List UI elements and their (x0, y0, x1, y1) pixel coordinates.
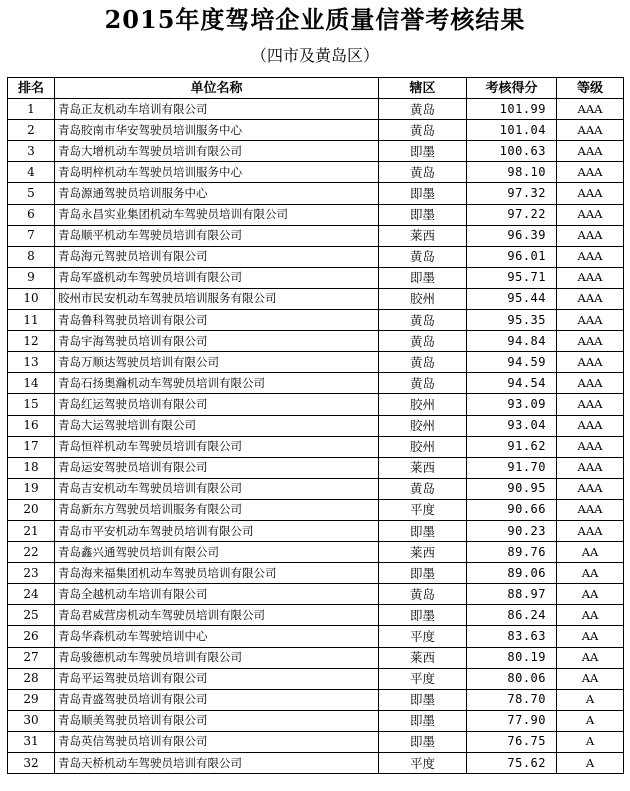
grade-cell: AAA (557, 99, 624, 120)
rank-cell: 11 (8, 310, 55, 331)
district-cell: 即墨 (379, 183, 467, 204)
grade-cell: AAA (557, 457, 624, 478)
district-cell: 黄岛 (379, 310, 467, 331)
district-cell: 即墨 (379, 520, 467, 541)
score-cell: 97.32 (467, 183, 557, 204)
rank-cell: 8 (8, 246, 55, 267)
header-score: 考核得分 (467, 78, 557, 99)
rank-cell: 26 (8, 626, 55, 647)
district-cell: 黄岛 (379, 373, 467, 394)
score-cell: 76.75 (467, 731, 557, 752)
grade-cell: AA (557, 626, 624, 647)
company-name-cell: 青岛恒祥机动车驾驶员培训有限公司 (55, 436, 379, 457)
rank-cell: 21 (8, 520, 55, 541)
company-name-cell: 青岛鲁科驾驶员培训有限公司 (55, 310, 379, 331)
grade-cell: AAA (557, 331, 624, 352)
company-name-cell: 胶州市民安机动车驾驶员培训服务有限公司 (55, 288, 379, 309)
grade-cell: AAA (557, 415, 624, 436)
table-row (8, 563, 624, 584)
table-row (8, 647, 624, 668)
score-cell: 83.63 (467, 626, 557, 647)
score-cell: 96.39 (467, 225, 557, 246)
company-name-cell: 青岛顺美驾驶员培训有限公司 (55, 710, 379, 731)
table-row (8, 204, 624, 225)
grade-cell: AAA (557, 225, 624, 246)
score-cell: 101.04 (467, 120, 557, 141)
rank-cell: 14 (8, 373, 55, 394)
table-row (8, 183, 624, 204)
district-cell: 黄岛 (379, 584, 467, 605)
grade-cell: AAA (557, 162, 624, 183)
rank-cell: 5 (8, 183, 55, 204)
rank-cell: 27 (8, 647, 55, 668)
table-row (8, 689, 624, 710)
company-name-cell: 青岛鑫兴通驾驶员培训有限公司 (55, 542, 379, 563)
table-row (8, 605, 624, 626)
district-cell: 平度 (379, 499, 467, 520)
company-name-cell: 青岛永昌实业集团机动车驾驶员培训有限公司 (55, 204, 379, 225)
company-name-cell: 青岛源通驾驶员培训服务中心 (55, 183, 379, 204)
rank-cell: 23 (8, 563, 55, 584)
grade-cell: AAA (557, 120, 624, 141)
district-cell: 胶州 (379, 436, 467, 457)
grade-cell: AAA (557, 520, 624, 541)
rank-cell: 22 (8, 542, 55, 563)
grade-cell: A (557, 753, 624, 774)
table-row (8, 162, 624, 183)
score-cell: 100.63 (467, 141, 557, 162)
header-grade: 等级 (557, 78, 624, 99)
results-table (7, 77, 624, 774)
district-cell: 黄岛 (379, 162, 467, 183)
table-row (8, 520, 624, 541)
score-cell: 90.23 (467, 520, 557, 541)
company-name-cell: 青岛海来福集团机动车驾驶员培训有限公司 (55, 563, 379, 584)
rank-cell: 20 (8, 499, 55, 520)
company-name-cell: 青岛大运驾驶培训有限公司 (55, 415, 379, 436)
company-name-cell: 青岛石扬奥瀚机动车驾驶员培训有限公司 (55, 373, 379, 394)
rank-cell: 19 (8, 478, 55, 499)
grade-cell: AAA (557, 141, 624, 162)
table-row (8, 584, 624, 605)
district-cell: 胶州 (379, 288, 467, 309)
company-name-cell: 青岛明梓机动车驾驶员培训服务中心 (55, 162, 379, 183)
rank-cell: 6 (8, 204, 55, 225)
district-cell: 莱西 (379, 457, 467, 478)
rank-cell: 1 (8, 99, 55, 120)
district-cell: 莱西 (379, 542, 467, 563)
company-name-cell: 青岛青盛驾驶员培训有限公司 (55, 689, 379, 710)
score-cell: 77.90 (467, 710, 557, 731)
table-row (8, 99, 624, 120)
rank-cell: 4 (8, 162, 55, 183)
table-row (8, 731, 624, 752)
score-cell: 89.06 (467, 563, 557, 584)
grade-cell: A (557, 689, 624, 710)
district-cell: 莱西 (379, 647, 467, 668)
page-title: 2015年度驾培企业质量信誉考核结果 (104, 5, 526, 34)
score-cell: 91.70 (467, 457, 557, 478)
district-cell: 胶州 (379, 415, 467, 436)
district-cell: 即墨 (379, 689, 467, 710)
score-cell: 94.84 (467, 331, 557, 352)
rank-cell: 28 (8, 668, 55, 689)
table-row (8, 141, 624, 162)
grade-cell: AAA (557, 310, 624, 331)
table-row (8, 331, 624, 352)
table-row (8, 478, 624, 499)
score-cell: 89.76 (467, 542, 557, 563)
company-name-cell: 青岛英信驾驶员培训有限公司 (55, 731, 379, 752)
company-name-cell: 青岛正友机动车培训有限公司 (55, 99, 379, 120)
district-cell: 黄岛 (379, 99, 467, 120)
table-body (8, 99, 624, 774)
score-cell: 93.09 (467, 394, 557, 415)
district-cell: 即墨 (379, 267, 467, 288)
score-cell: 90.66 (467, 499, 557, 520)
rank-cell: 29 (8, 689, 55, 710)
header-company-name: 单位名称 (55, 78, 379, 99)
grade-cell: AAA (557, 394, 624, 415)
district-cell: 平度 (379, 753, 467, 774)
rank-cell: 17 (8, 436, 55, 457)
grade-cell: AA (557, 605, 624, 626)
score-cell: 95.44 (467, 288, 557, 309)
company-name-cell: 青岛吉安机动车驾驶员培训有限公司 (55, 478, 379, 499)
rank-cell: 32 (8, 753, 55, 774)
company-name-cell: 青岛运安驾驶员培训有限公司 (55, 457, 379, 478)
company-name-cell: 青岛胶南市华安驾驶员培训服务中心 (55, 120, 379, 141)
grade-cell: AAA (557, 436, 624, 457)
table-row (8, 373, 624, 394)
table-row (8, 394, 624, 415)
grade-cell: AA (557, 647, 624, 668)
company-name-cell: 青岛红运驾驶员培训有限公司 (55, 394, 379, 415)
company-name-cell: 青岛市平安机动车驾驶员培训有限公司 (55, 520, 379, 541)
district-cell: 即墨 (379, 731, 467, 752)
table-row (8, 352, 624, 373)
table-row (8, 225, 624, 246)
score-cell: 88.97 (467, 584, 557, 605)
company-name-cell: 青岛万顺达驾驶员培训有限公司 (55, 352, 379, 373)
header-district: 辖区 (379, 78, 467, 99)
district-cell: 黄岛 (379, 120, 467, 141)
district-cell: 平度 (379, 668, 467, 689)
table-row (8, 457, 624, 478)
grade-cell: AAA (557, 352, 624, 373)
score-cell: 95.35 (467, 310, 557, 331)
company-name-cell: 青岛天桥机动车驾驶员培训有限公司 (55, 753, 379, 774)
rank-cell: 18 (8, 457, 55, 478)
header-rank: 排名 (8, 78, 55, 99)
table-row (8, 415, 624, 436)
grade-cell: AA (557, 668, 624, 689)
grade-cell: A (557, 731, 624, 752)
grade-cell: AAA (557, 478, 624, 499)
district-cell: 即墨 (379, 563, 467, 584)
grade-cell: AAA (557, 204, 624, 225)
grade-cell: AAA (557, 373, 624, 394)
score-cell: 101.99 (467, 99, 557, 120)
district-cell: 即墨 (379, 141, 467, 162)
district-cell: 黄岛 (379, 478, 467, 499)
rank-cell: 13 (8, 352, 55, 373)
table-row (8, 267, 624, 288)
company-name-cell: 青岛大增机动车驾驶员培训有限公司 (55, 141, 379, 162)
district-cell: 黄岛 (379, 331, 467, 352)
table-row (8, 310, 624, 331)
company-name-cell: 青岛海元驾驶员培训有限公司 (55, 246, 379, 267)
company-name-cell: 青岛全越机动车培训有限公司 (55, 584, 379, 605)
company-name-cell: 青岛平运驾驶员培训有限公司 (55, 668, 379, 689)
score-cell: 94.59 (467, 352, 557, 373)
table-header-row (8, 78, 624, 99)
rank-cell: 31 (8, 731, 55, 752)
company-name-cell: 青岛骏德机动车驾驶员培训有限公司 (55, 647, 379, 668)
rank-cell: 30 (8, 710, 55, 731)
table-row (8, 288, 624, 309)
table-row (8, 626, 624, 647)
district-cell: 莱西 (379, 225, 467, 246)
score-cell: 94.54 (467, 373, 557, 394)
rank-cell: 12 (8, 331, 55, 352)
grade-cell: AAA (557, 246, 624, 267)
score-cell: 93.04 (467, 415, 557, 436)
score-cell: 97.22 (467, 204, 557, 225)
district-cell: 即墨 (379, 710, 467, 731)
table-row (8, 246, 624, 267)
company-name-cell: 青岛宇海驾驶员培训有限公司 (55, 331, 379, 352)
table-row (8, 542, 624, 563)
score-cell: 90.95 (467, 478, 557, 499)
grade-cell: AA (557, 584, 624, 605)
rank-cell: 9 (8, 267, 55, 288)
district-cell: 平度 (379, 626, 467, 647)
table-row (8, 436, 624, 457)
grade-cell: A (557, 710, 624, 731)
rank-cell: 2 (8, 120, 55, 141)
table-row (8, 120, 624, 141)
score-cell: 96.01 (467, 246, 557, 267)
company-name-cell: 青岛君威营房机动车驾驶员培训有限公司 (55, 605, 379, 626)
rank-cell: 10 (8, 288, 55, 309)
rank-cell: 15 (8, 394, 55, 415)
rank-cell: 7 (8, 225, 55, 246)
district-cell: 即墨 (379, 605, 467, 626)
score-cell: 91.62 (467, 436, 557, 457)
rank-cell: 16 (8, 415, 55, 436)
score-cell: 78.70 (467, 689, 557, 710)
grade-cell: AAA (557, 183, 624, 204)
table-row (8, 499, 624, 520)
grade-cell: AAA (557, 288, 624, 309)
grade-cell: AAA (557, 499, 624, 520)
score-cell: 86.24 (467, 605, 557, 626)
score-cell: 80.06 (467, 668, 557, 689)
score-cell: 95.71 (467, 267, 557, 288)
district-cell: 黄岛 (379, 246, 467, 267)
page-subtitle: （四市及黄岛区） (250, 46, 379, 65)
table-row (8, 668, 624, 689)
district-cell: 胶州 (379, 394, 467, 415)
grade-cell: AA (557, 563, 624, 584)
rank-cell: 3 (8, 141, 55, 162)
company-name-cell: 青岛华森机动车驾驶培训中心 (55, 626, 379, 647)
table-row (8, 710, 624, 731)
rank-cell: 25 (8, 605, 55, 626)
district-cell: 即墨 (379, 204, 467, 225)
grade-cell: AA (557, 542, 624, 563)
score-cell: 80.19 (467, 647, 557, 668)
score-cell: 98.10 (467, 162, 557, 183)
company-name-cell: 青岛新东方驾驶员培训服务有限公司 (55, 499, 379, 520)
score-cell: 75.62 (467, 753, 557, 774)
company-name-cell: 青岛顺平机动车驾驶员培训有限公司 (55, 225, 379, 246)
rank-cell: 24 (8, 584, 55, 605)
table-row (8, 753, 624, 774)
district-cell: 黄岛 (379, 352, 467, 373)
grade-cell: AAA (557, 267, 624, 288)
company-name-cell: 青岛军盛机动车驾驶员培训有限公司 (55, 267, 379, 288)
